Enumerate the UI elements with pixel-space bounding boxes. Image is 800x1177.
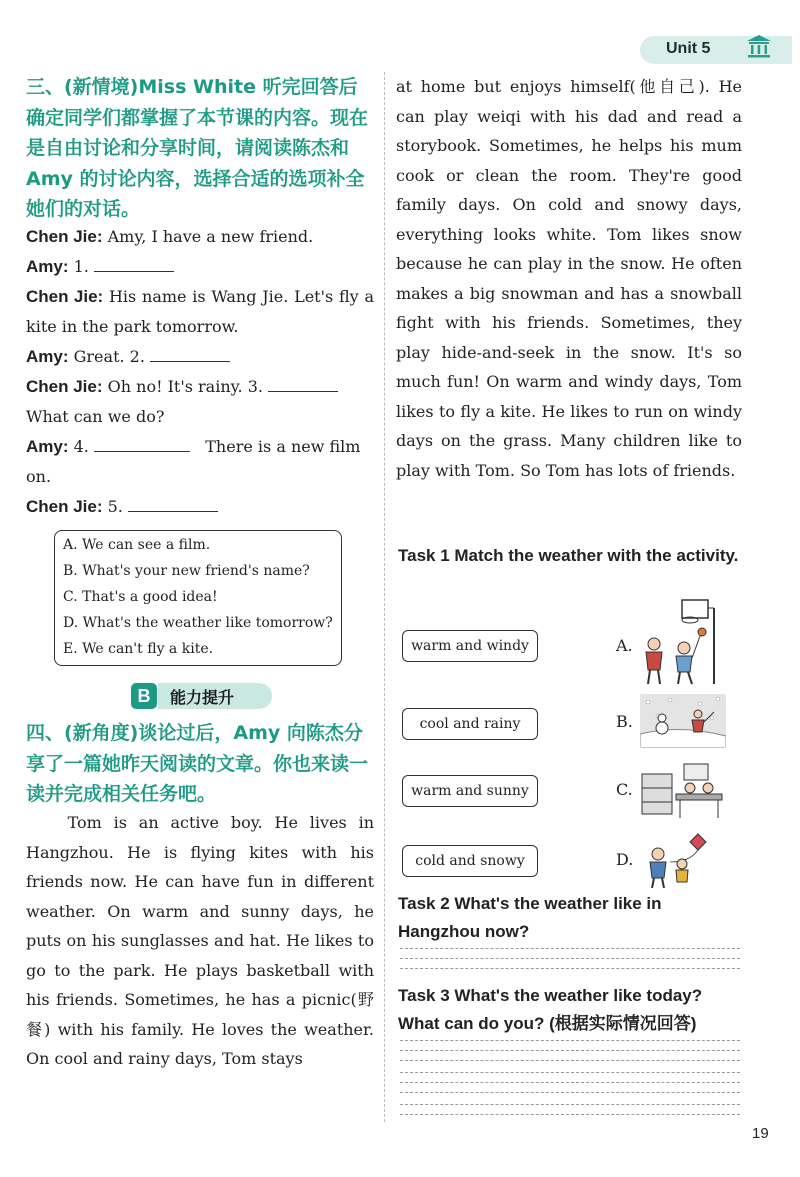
section-4-heading: 四、(新角度)谈论过后，Amy 向陈杰分享了一篇她昨天阅读的文章。你也来读一读并完成相关任务吧。 xyxy=(26,722,369,806)
options-box xyxy=(54,530,342,666)
task-1-title: Task 1 Match the weather with the activity. xyxy=(398,546,739,565)
answer-blank-4[interactable] xyxy=(94,450,190,452)
section-b-badge: B xyxy=(131,683,157,709)
answer-blank-1[interactable] xyxy=(94,270,174,272)
weather-box-3[interactable]: warm and sunny xyxy=(402,775,538,807)
basketball-picture[interactable] xyxy=(638,598,724,688)
section-b-title: 能力提升 xyxy=(170,688,235,707)
passage-right: at home but enjoys himself(他自己). He can play weiqi with his dad and read a storybook. Sometimes, he helps his mum cook or clean the room. They're good family days. On cold and snowy days, everything looks white. Tom likes snow because he can play in the snow. He often makes a big snowman and has a snowball fight with his friends. Sometimes, they play hide-and-seek in the snow. It's so much fun! On warm and windy days, Tom likes to fly a kite. He likes to run on windy days on the grass. Many children like to play with Tom. So Tom has lots of friends. xyxy=(396,77,742,480)
dialogue-line: Chen Jie: Amy, I have a new friend. xyxy=(26,227,314,246)
dialogue-line: Amy: 4. There is a new film on. xyxy=(26,437,361,486)
option-letter-b: B. xyxy=(616,712,633,731)
section-b-banner xyxy=(158,683,272,709)
option-letter-d: D. xyxy=(616,850,634,869)
home-picture[interactable] xyxy=(638,758,724,822)
answer-line[interactable] xyxy=(400,1060,740,1061)
dialogue xyxy=(26,222,374,522)
answer-line[interactable] xyxy=(400,1092,740,1093)
answer-line[interactable] xyxy=(400,1114,740,1115)
column-divider xyxy=(384,72,385,1122)
answer-line[interactable] xyxy=(400,1050,740,1051)
answer-line[interactable] xyxy=(400,1072,740,1073)
dialogue-line: Chen Jie: Oh no! It's rainy. 3. xyxy=(26,372,374,402)
dialogue-line: Amy: Great. 2. xyxy=(26,342,374,372)
task-2-title: Task 2 What's the weather like in Hangzhou now? xyxy=(398,894,662,941)
option-b: B. What's your new friend's name? xyxy=(63,563,310,579)
option-d: D. What's the weather like tomorrow? xyxy=(63,615,333,631)
temple-icon xyxy=(746,33,772,59)
answer-blank-3[interactable] xyxy=(268,390,338,392)
page-number: 19 xyxy=(752,1125,769,1142)
section-3-heading: 三、(新情境)Miss White 听完回答后确定同学们都掌握了本节课的内容。现在是自由讨论和分享时间，请阅读陈杰和 Amy 的讨论内容，选择合适的选项补全她们的对话。 xyxy=(26,76,369,221)
answer-blank-5[interactable] xyxy=(128,510,218,512)
option-c: C. That's a good idea! xyxy=(63,589,218,605)
answer-line[interactable] xyxy=(400,958,740,959)
dialogue-line: Amy: 1. xyxy=(26,252,374,282)
answer-blank-2[interactable] xyxy=(150,360,230,362)
dialogue-line: Chen Jie: 5. xyxy=(26,492,374,522)
answer-line[interactable] xyxy=(400,968,740,969)
weather-box-2[interactable]: cool and rainy xyxy=(402,708,538,740)
unit-label: Unit 5 xyxy=(666,40,711,57)
weather-box-4[interactable]: cold and snowy xyxy=(402,845,538,877)
answer-line[interactable] xyxy=(400,948,740,949)
kite-picture[interactable] xyxy=(640,832,710,888)
option-letter-a: A. xyxy=(616,636,633,655)
dialogue-line: Chen Jie: His name is Wang Jie. Let's fly a kite in the park tomorrow. xyxy=(26,287,374,336)
passage-left: Tom is an active boy. He lives in Hangzhou. He is flying kites with his friends now. He can have fun in different weather. On warm and sunny days, he puts on his sunglasses and hat. He likes to go to the park. He plays basketball with his friends. Sometimes, he has a picnic(野餐) with his family. He loves the weather. On cool and rainy days, Tom stays xyxy=(26,813,374,1068)
answer-line[interactable] xyxy=(400,1040,740,1041)
option-letter-c: C. xyxy=(616,780,633,799)
option-a: A. We can see a film. xyxy=(63,537,211,553)
snow-picture[interactable] xyxy=(640,694,726,748)
option-e: E. We can't fly a kite. xyxy=(63,641,214,657)
task-3-title: Task 3 What's the weather like today? What can do you? (根据实际情况回答) xyxy=(398,986,703,1033)
weather-box-1[interactable]: warm and windy xyxy=(402,630,538,662)
answer-line[interactable] xyxy=(400,1082,740,1083)
dialogue-line: What can we do? xyxy=(26,407,165,426)
answer-line[interactable] xyxy=(400,1104,740,1105)
